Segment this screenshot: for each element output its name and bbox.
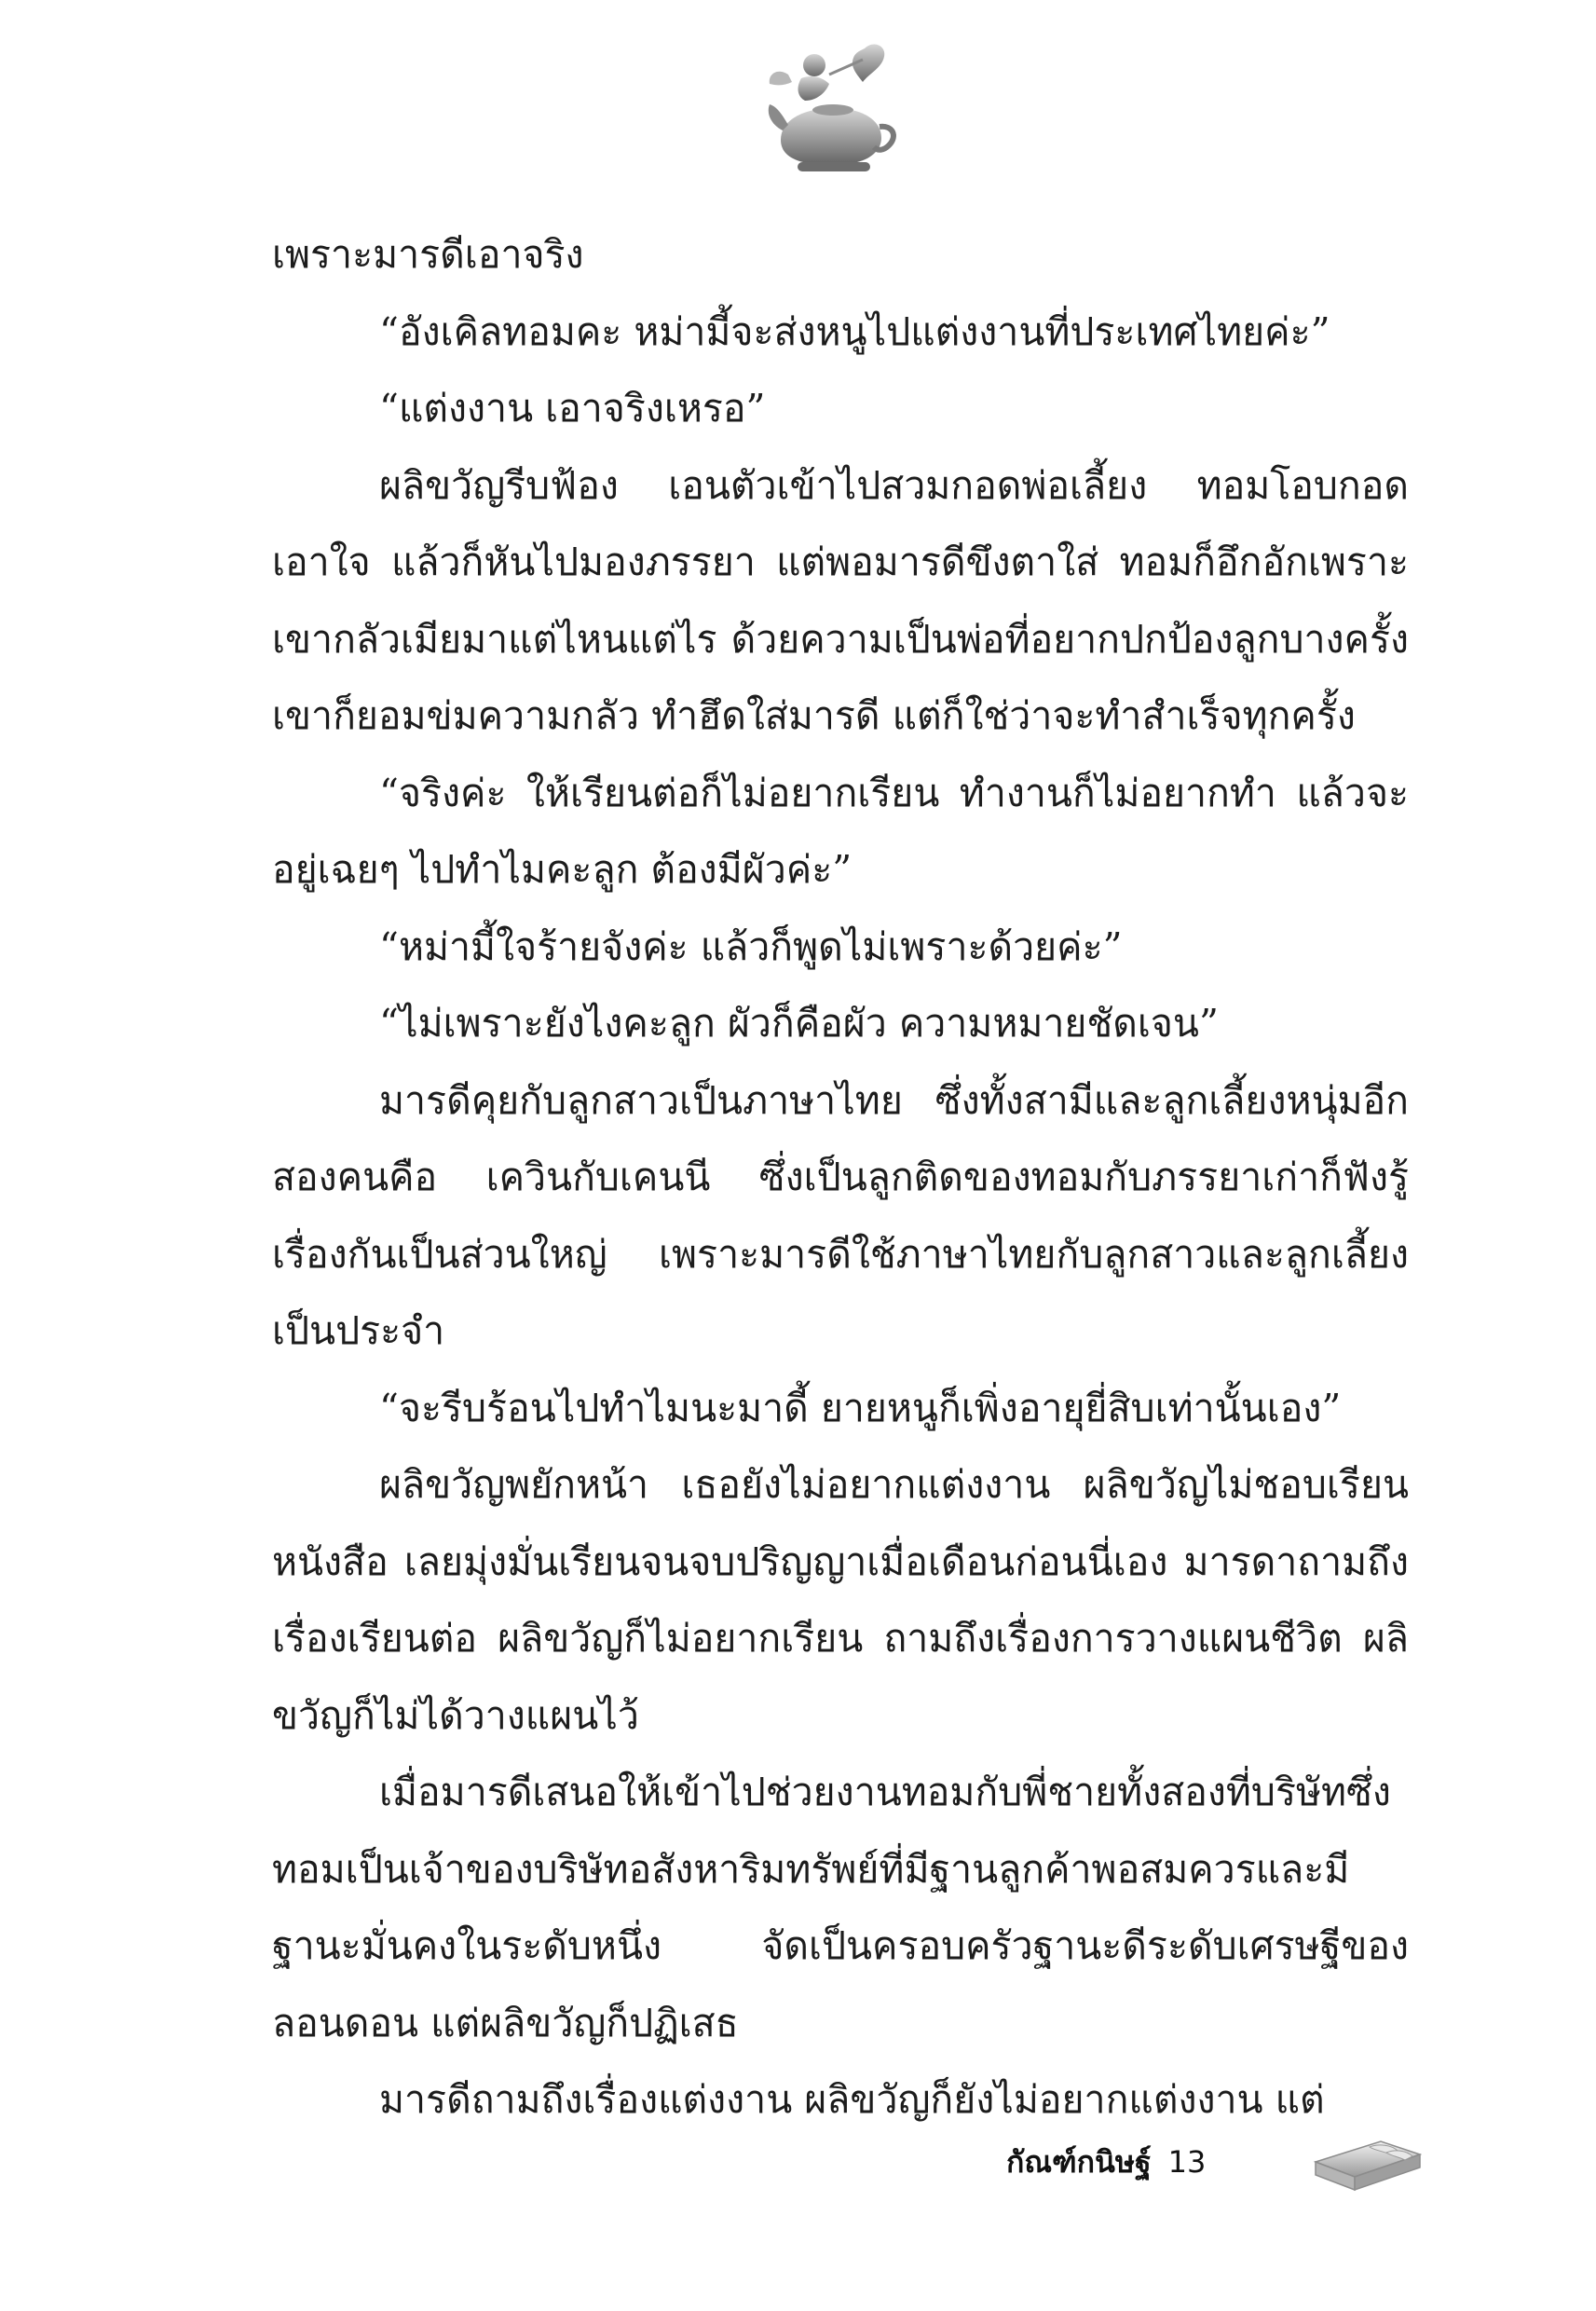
paragraph: ผลิขวัญรีบฟ้อง เอนตัวเข้าไปสวมกอดพ่อเลี้ยง ทอมโอบกอดเอาใจ แล้วก็หันไปมองภรรยา แต่พอมารดีขึงตาใส่ ทอมก็อึกอักเพราะเขากลัวเมียมาแต่ไหนแต่ไร ด้วยความเป็นพ่อที่อยากปกป้องลูกบางครั้งเขาก็ยอมข่มความกลัว ทำฮึดใส่มารดี แต่ก็ใช่ว่าจะทำสำเร็จทุกครั้ง bbox=[272, 462, 1409, 738]
paragraph: มารดีถามถึงเรื่องแต่งงาน ผลิขวัญก็ยังไม่อยากแต่งงาน แต่ bbox=[379, 2077, 1325, 2122]
paragraph: “หม่ามี้ใจร้ายจังค่ะ แล้วก็พูดไม่เพราะด้วยค่ะ” bbox=[379, 923, 1123, 969]
paragraph: “อังเคิลทอมคะ หม่ามี้จะส่งหนูไปแต่งงานที่ประเทศไทยค่ะ” bbox=[379, 308, 1330, 354]
bed-icon bbox=[1312, 2134, 1422, 2192]
teapot-cherub-icon bbox=[760, 37, 900, 186]
paragraph: “ไม่เพราะยังไงคะลูก ผัวก็คือผัว ความหมายชัดเจน” bbox=[379, 1001, 1219, 1046]
page-number: 13 bbox=[1167, 2144, 1207, 2180]
paragraph: “จะรีบร้อนไปทำไมนะมาดี้ ยายหนูก็เพิ่งอายุยี่สิบเท่านั้นเอง” bbox=[379, 1385, 1342, 1430]
paragraph: “จริงค่ะ ให้เรียนต่อก็ไม่อยากเรียน ทำงานก็ไม่อยากทำ แล้วจะอยู่เฉยๆ ไปทำไมคะลูก ต้องมีผัวค่ะ” bbox=[272, 770, 1409, 892]
paragraph: “แต่งงาน เอาจริงเหรอ” bbox=[379, 386, 766, 431]
paragraph: ผลิขวัญพยักหน้า เธอยังไม่อยากแต่งงาน ผลิขวัญไม่ชอบเรียนหนังสือ เลยมุ่งมั่นเรียนจนจบปริญญาเมื่อเดือนก่อนนี่เอง มารดาถามถึงเรื่องเรียนต่อ ผลิขวัญก็ไม่อยากเรียน ถามถึงเรื่องการวางแผนชีวิต ผลิขวัญก็ไม่ได้วางแผนไว้ bbox=[272, 1462, 1409, 1738]
paragraph: มารดีคุยกับลูกสาวเป็นภาษาไทย ซึ่งทั้งสามีและลูกเลี้ยงหนุ่มอีกสองคนคือ เควินกับเคนนี ซึ่งเป็นลูกติดของทอมกับภรรยาเก่าก็ฟังรู้เรื่องกันเป็นส่วนใหญ่ เพราะมารดีใช้ภาษาไทยกับลูกสาวและลูกเลี้ยงเป็นประจำ bbox=[272, 1077, 1409, 1353]
book-title: กัณฑ์กนิษฐ์ bbox=[1006, 2143, 1152, 2180]
page-body-text bbox=[272, 216, 1409, 2139]
page-footer bbox=[1006, 2134, 1206, 2190]
paragraph: เมื่อมารดีเสนอให้เข้าไปช่วยงานทอมกับพี่ชายทั้งสองที่บริษัทซึ่งทอมเป็นเจ้าของบริษัทอสังหาริมทรัพย์ที่มีฐานลูกค้าพอสมควรและมีฐานะมั่นคงในระดับหนึ่ง จัดเป็นครอบครัวฐานะดีระดับเศรษฐีของลอนดอน แต่ผลิขวัญก็ปฏิเสธ bbox=[272, 1770, 1409, 2045]
paragraph: เพราะมารดีเอาจริง bbox=[272, 232, 584, 277]
